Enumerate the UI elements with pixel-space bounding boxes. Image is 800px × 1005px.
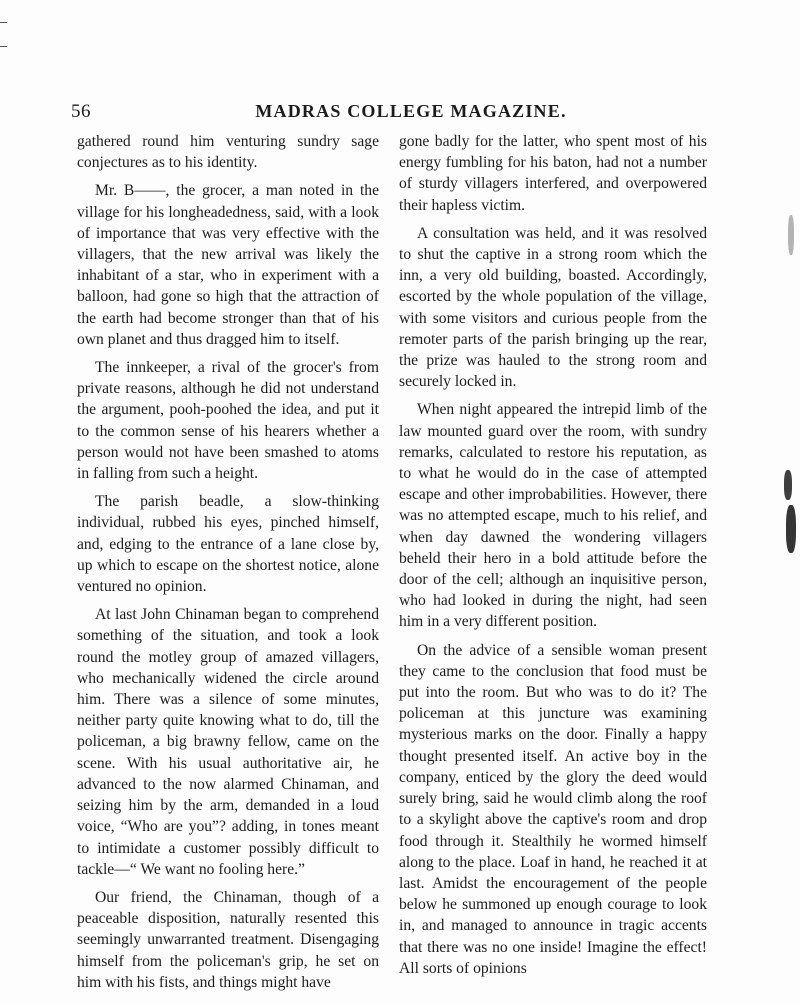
paragraph: gathered round him venturing sundry sage conjectures as to his identity. bbox=[77, 133, 379, 172]
page-number: 56 bbox=[71, 101, 91, 122]
running-title: MADRAS COLLEGE MAGAZINE. bbox=[255, 101, 567, 121]
paragraph: When night appeared the intrepid limb of the law mounted guard over the room, with sundry remarks, calculated to restore his reputation, as to what he would do in the case of attempted escape and other improbabilities. However, there was no attempted escape, much to his relief, and when day dawned the wondering villagers beheld their hero in a bold attitude before the door of the cell; although an inquisitive person, who had looked in during the night, had seen him in a very different position. bbox=[399, 401, 707, 631]
scan-smudge bbox=[784, 470, 792, 500]
scan-smudge bbox=[788, 215, 794, 255]
right-text-column bbox=[399, 131, 707, 986]
paragraph: Our friend, the Chinaman, though of a peaceable disposition, naturally resented this seemingly unwarranted treatment. Disengaging himself from the policeman's grip, he set on him with his fists, and things might have bbox=[77, 888, 379, 991]
binding-mark bbox=[0, 46, 7, 47]
paragraph: Mr. B——, the grocer, a man noted in the village for his longheadedness, said, with a look of importance that was very effective with the villagers, that the new arrival was likely the inhabitant of a star, who in experiment with a balloon, had gone so high that the attraction of the earth had become stronger than that of his own planet and thus dragged him to itself. bbox=[77, 182, 379, 348]
left-text-column bbox=[77, 131, 379, 1000]
paragraph: The innkeeper, a rival of the grocer's from private reasons, although he did not understand the argument, pooh-poohed the idea, and put it to the common sense of his hearers whether a person would not have been smashed to atoms in falling from such a height. bbox=[77, 359, 379, 483]
paragraph: The parish beadle, a slow-thinking individual, rubbed his eyes, pinched himself, and, edging to the entrance of a lane close by, up which to escape on the shortest notice, alone ventured no opinion. bbox=[77, 493, 379, 596]
paragraph: gone badly for the latter, who spent most of his energy fumbling for his baton, had not a number of sturdy villagers interfered, and overpowered their hapless victim. bbox=[399, 133, 707, 214]
paragraph: On the advice of a sensible woman present they came to the conclusion that food must be put into the room. But who was to do it? The policeman at this juncture was examining mysterious marks on the door. Finally a happy thought presented itself. An active boy in the company, enticed by the glory the deed would surely bring, said he would climb along the roof to a skylight above the captive's room and drop food through it. Stealthily he wormed himself along to the place. Loaf in hand, he reached it at last. Amidst the encouragement of the people below he summoned up enough courage to look in, and managed to announce in tragic accents that there was no one inside! Imagine the effect! All sorts of opinions bbox=[399, 641, 707, 977]
paragraph: At last John Chinaman began to comprehend something of the situation, and took a look round the motley group of amazed villagers, who mechanically widened the circle around him. There was a silence of some minutes, neither party quite knowing what to do, till the policeman, a big brawny fellow, came on the scene. With his usual authoritative air, he advanced to the now alarmed Chinaman, and seizing him by the arm, demanded in a loud voice, “Who are you”? adding, in tones meant to intimidate a customer possibly difficult to tackle—“ We want no fooling here.” bbox=[77, 606, 379, 878]
scan-smudge bbox=[786, 505, 796, 553]
binding-mark bbox=[0, 22, 7, 23]
paragraph: A consultation was held, and it was resolved to shut the captive in a strong room which the inn, a very old building, boasted. Accordingly, escorted by the whole population of the village, with some visitors and curious people from the remoter parts of the parish bringing up the rear, the prize was hauled to the strong room and securely locked in. bbox=[399, 224, 707, 391]
